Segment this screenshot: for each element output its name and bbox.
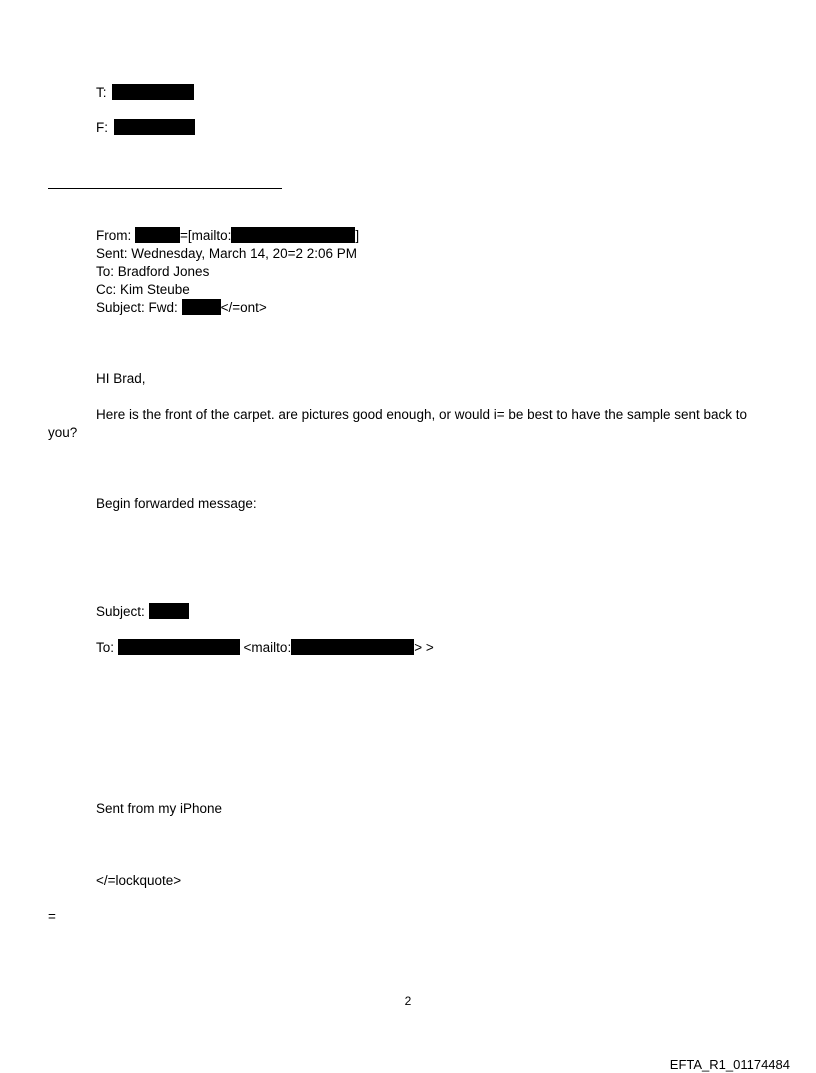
fax-line <box>96 119 195 137</box>
forwarded-heading: Begin forwarded message: <box>96 496 257 511</box>
forwarded-to-line <box>96 639 434 657</box>
forwarded-to-mailto: <mailto: <box>243 640 292 655</box>
page-number: 2 <box>404 994 412 1008</box>
greeting: HI Brad, <box>96 371 146 386</box>
subject-end: </=ont> <box>220 300 267 315</box>
forwarded-subject-label: Subject: <box>96 604 145 619</box>
email-cc-line: Cc: Kim Steube <box>96 282 190 297</box>
email-from-line <box>96 227 359 245</box>
forwarded-to-label: To: <box>96 640 115 655</box>
blockquote-artifact: </=lockquote> <box>96 873 182 888</box>
redaction-block <box>118 639 240 655</box>
redaction-block <box>182 299 221 315</box>
redaction-block <box>291 639 414 655</box>
subject-label: Subject: Fwd: <box>96 300 178 315</box>
fax-label: F: <box>96 120 108 135</box>
from-end: ] <box>355 228 360 243</box>
bates-number: EFTA_R1_01174484 <box>669 1057 790 1072</box>
redaction-block <box>135 227 180 243</box>
forwarded-to-end: > > <box>414 640 434 655</box>
redaction-block <box>114 119 195 135</box>
body-paragraph-line1: Here is the front of the carpet. are pictures good enough, or would i= be best to have the sample sent back to <box>96 407 748 422</box>
forwarded-subject-line <box>96 603 189 621</box>
redaction-block <box>231 227 355 243</box>
redaction-block <box>149 603 189 619</box>
phone-label: T: <box>96 85 107 100</box>
separator-rule <box>48 188 282 189</box>
redaction-block <box>112 84 194 100</box>
from-label: From: <box>96 228 132 243</box>
signature: Sent from my iPhone <box>96 801 223 816</box>
email-sent-line: Sent: Wednesday, March 14, 20=2 2:06 PM <box>96 246 358 261</box>
email-to-line: To: Bradford Jones <box>96 264 210 279</box>
equals-artifact: = <box>48 909 56 924</box>
phone-line <box>96 84 194 102</box>
body-paragraph-line2: you? <box>48 425 78 440</box>
from-mailto: =[mailto: <box>180 228 232 243</box>
email-subject-line <box>96 299 267 317</box>
